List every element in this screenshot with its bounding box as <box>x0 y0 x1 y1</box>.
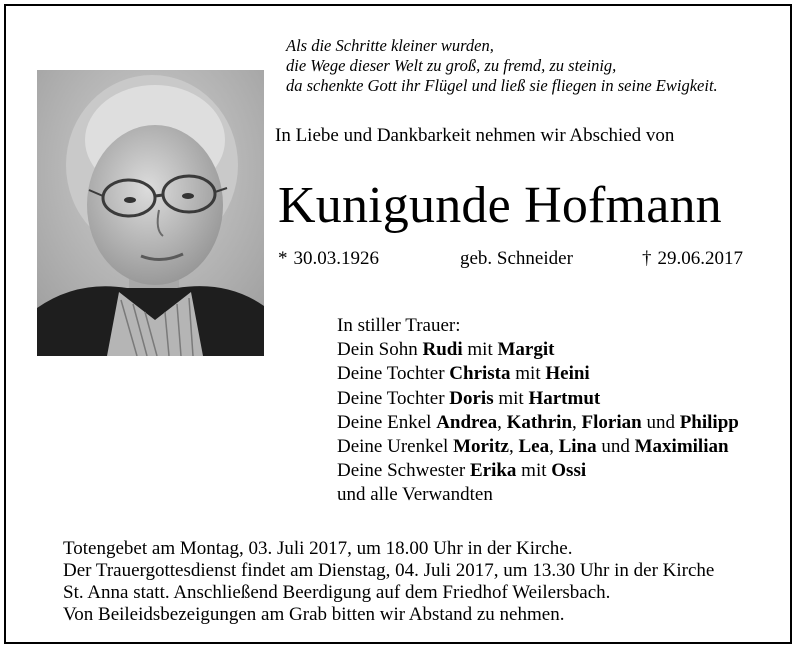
mourner-name: Lea <box>518 436 550 458</box>
mourner-text: mit <box>493 387 529 409</box>
mourner-row <box>337 435 739 459</box>
poem-line: die Wege dieser Welt zu groß, zu fremd, zu steinig, <box>286 56 617 75</box>
maiden-name: geb. Schneider <box>460 248 573 269</box>
mourner-name: Kathrin <box>506 411 573 433</box>
mourner-text: mit <box>516 460 552 482</box>
birth-date-value: 30.03.1926 <box>293 248 379 269</box>
mourner-name: Florian <box>581 411 642 433</box>
mourner-text: Deine Schwester <box>337 460 470 482</box>
mourner-text: Deine Enkel <box>337 411 437 433</box>
notice-line: Totengebet am Montag, 03. Juli 2017, um 18.00 Uhr in der Kirche. <box>63 538 573 559</box>
mourner-row <box>337 362 739 386</box>
poem <box>286 36 718 96</box>
mourner-row <box>337 483 739 507</box>
mourner-text: Deine Tochter <box>337 387 450 409</box>
mourner-row <box>337 338 739 362</box>
portrait-illustration <box>37 70 264 356</box>
death-date <box>642 248 743 270</box>
mourners-list <box>337 314 739 508</box>
mourner-name: Margit <box>497 339 555 361</box>
mourner-name: Lina <box>558 436 597 458</box>
mourner-name: Andrea <box>436 411 498 433</box>
mourner-name: Moritz <box>453 436 509 458</box>
mourner-name: Maximilian <box>634 436 729 458</box>
mourner-text: Deine Tochter <box>337 363 450 385</box>
farewell-intro: In Liebe und Dankbarkeit nehmen wir Abschied von <box>275 125 675 146</box>
obituary-card <box>4 4 792 644</box>
mourner-name: Rudi <box>422 339 463 361</box>
portrait-photo <box>37 70 264 356</box>
birth-date <box>278 248 379 270</box>
mourner-name: Ossi <box>551 460 587 482</box>
mourner-name: Erika <box>469 460 517 482</box>
mourner-text: und <box>641 411 680 433</box>
death-cross-icon: † <box>642 248 652 269</box>
mourners-heading: In stiller Trauer: <box>337 315 461 336</box>
mourner-name: Heini <box>545 363 590 385</box>
mourner-name: Philipp <box>679 411 739 433</box>
mourner-text: und <box>596 436 635 458</box>
deceased-name: Kunigunde Hofmann <box>278 177 722 234</box>
mourner-text: , <box>497 411 507 433</box>
mourner-text: Deine Urenkel <box>337 436 454 458</box>
mourner-row <box>337 387 739 411</box>
mourner-text: Dein Sohn <box>337 339 423 361</box>
poem-line: da schenkte Gott ihr Flügel und ließ sie fliegen in seine Ewigkeit. <box>286 76 718 95</box>
mourner-text: , <box>549 436 559 458</box>
mourner-text: mit <box>462 339 498 361</box>
mourner-row <box>337 411 739 435</box>
mourner-text: mit <box>510 363 546 385</box>
mourner-name: Christa <box>449 363 511 385</box>
poem-line: Als die Schritte kleiner wurden, <box>286 36 494 55</box>
mourner-text: , <box>508 436 519 458</box>
mourner-name: Doris <box>449 387 494 409</box>
notice-line: Von Beileidsbezeigungen am Grab bitten wir Abstand zu nehmen. <box>63 604 565 625</box>
mourner-text: , <box>572 411 582 433</box>
notice-line: Der Trauergottesdienst findet am Dienstag, 04. Juli 2017, um 13.30 Uhr in der Kirche <box>63 560 715 581</box>
service-notice <box>63 538 714 626</box>
mourner-text: und alle Verwandten <box>337 484 493 506</box>
mourner-row <box>337 459 739 483</box>
notice-line: St. Anna statt. Anschließend Beerdigung auf dem Friedhof Weilersbach. <box>63 582 611 603</box>
mourner-rows <box>337 338 739 507</box>
death-date-value: 29.06.2017 <box>657 248 743 269</box>
birth-star-icon: * <box>278 248 288 269</box>
mourner-name: Hartmut <box>528 387 601 409</box>
